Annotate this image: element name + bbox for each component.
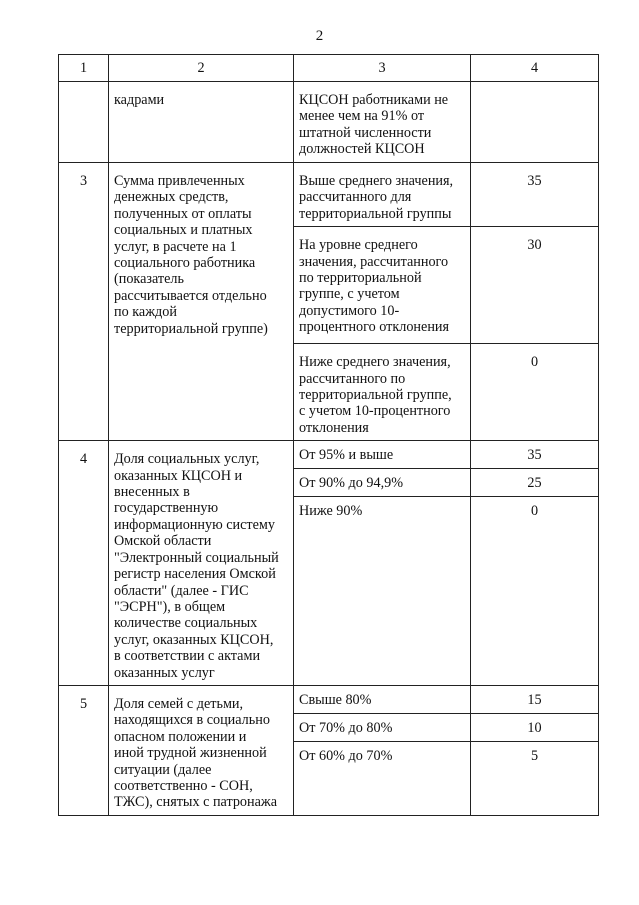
criterion-cell — [294, 163, 471, 227]
criterion-line: От 90% до 94,9% — [299, 474, 404, 491]
score-cell: 0 — [471, 344, 599, 441]
table-row — [59, 163, 599, 227]
criterion-cell — [294, 227, 471, 344]
indicator-description — [109, 82, 294, 163]
indicator-line: (показатель — [114, 271, 184, 288]
table-header-row — [59, 55, 599, 82]
criterion-line: Ниже 90% — [299, 502, 363, 519]
indicator-line: по каждой — [114, 304, 177, 321]
indicator-line: ситуации (далее — [114, 761, 212, 778]
column-header-2: 2 — [109, 55, 294, 82]
page-number: 2 — [315, 28, 324, 44]
criterion-line: с учетом 10-процентного — [299, 403, 451, 420]
indicator-line: денежных средств, — [114, 189, 229, 206]
score-cell: 5 — [471, 742, 599, 816]
criterion-line: процентного отклонения — [299, 319, 450, 336]
indicator-line: полученных от оплаты — [114, 205, 252, 222]
table-row — [59, 685, 599, 713]
score-cell: 15 — [471, 685, 599, 713]
criterion-cell — [294, 441, 471, 469]
criterion-line: Свыше 80% — [299, 691, 372, 708]
indicator-description — [109, 163, 294, 441]
indicator-description — [109, 441, 294, 686]
row-number: 3 — [59, 163, 109, 441]
indicator-line: информационную систему — [114, 516, 275, 533]
indicator-line: услуг, в расчете на 1 — [114, 238, 237, 255]
indicator-line: Сумма привлеченных — [114, 173, 245, 189]
score-cell — [471, 82, 599, 163]
criterion-cell — [294, 685, 471, 713]
indicator-line: регистр населения Омской — [114, 566, 276, 583]
criterion-line: рассчитанного для — [299, 189, 412, 206]
criterion-line: отклонения — [299, 419, 369, 436]
criterion-line: группе, с учетом — [299, 286, 400, 303]
column-header-1: 1 — [59, 55, 109, 82]
score-cell: 30 — [471, 227, 599, 344]
score-cell: 10 — [471, 713, 599, 741]
criterion-line: На уровне среднего — [299, 237, 418, 254]
indicator-line: соответственно - СОН, — [114, 777, 253, 794]
score-cell: 35 — [471, 441, 599, 469]
row-number — [59, 82, 109, 163]
criterion-cell — [294, 344, 471, 441]
indicator-line: рассчитывается отдельно — [114, 287, 267, 304]
score-cell: 25 — [471, 468, 599, 496]
criterion-line: От 70% до 80% — [299, 719, 393, 736]
criterion-line: значения, рассчитанного — [299, 253, 449, 270]
criterion-cell — [294, 742, 471, 816]
criterion-cell — [294, 82, 471, 163]
criterion-line: должностей КЦСОН — [299, 141, 425, 158]
table-row — [59, 441, 599, 469]
criterion-line: КЦСОН работниками не — [299, 92, 449, 108]
indicator-line: находящихся в социально — [114, 712, 270, 729]
criterion-line: От 60% до 70% — [299, 748, 393, 765]
indicator-line: количестве социальных — [114, 615, 258, 632]
score-cell: 0 — [471, 496, 599, 685]
criterion-cell — [294, 496, 471, 685]
criterion-cell — [294, 713, 471, 741]
indicator-line: кадрами — [114, 92, 165, 108]
criterion-line: Ниже среднего значения, — [299, 354, 451, 371]
indicator-line: социальных и платных — [114, 222, 253, 239]
criterion-line: штатной численности — [299, 124, 432, 141]
column-header-3: 3 — [294, 55, 471, 82]
indicator-description — [109, 685, 294, 815]
criterion-line: менее чем на 91% от — [299, 108, 425, 125]
indicator-line: Доля семей с детьми, — [114, 695, 244, 712]
indicator-line: ТЖС), снятых с патронажа — [114, 794, 278, 811]
criterion-line: допустимого 10- — [299, 302, 400, 319]
indicator-line: оказанных КЦСОН и — [114, 467, 243, 484]
indicator-line: "ЭСРН"), в общем — [114, 598, 226, 615]
indicator-line: Доля социальных услуг, — [114, 451, 260, 468]
criterion-line: Выше среднего значения, — [299, 173, 454, 189]
score-cell: 35 — [471, 163, 599, 227]
row-number: 5 — [59, 685, 109, 815]
indicator-line: внесенных в — [114, 484, 190, 501]
criterion-line: территориальной группе, — [299, 387, 452, 404]
indicator-line: услуг, оказанных КЦСОН, — [114, 631, 274, 648]
criterion-line: рассчитанного по — [299, 370, 406, 387]
indicator-line: социального работника — [114, 255, 256, 272]
row-number: 4 — [59, 441, 109, 686]
indicator-line: оказанных услуг — [114, 664, 215, 681]
indicator-line: иной трудной жизненной — [114, 745, 267, 762]
indicator-line: Омской области — [114, 533, 212, 550]
criteria-table — [58, 54, 599, 816]
indicator-line: государственную — [114, 500, 219, 517]
criterion-cell — [294, 468, 471, 496]
indicator-line: в соответствии с актами — [114, 648, 261, 665]
table-row — [59, 82, 599, 163]
indicator-line: опасном положении и — [114, 728, 247, 745]
column-header-4: 4 — [471, 55, 599, 82]
criterion-line: по территориальной — [299, 270, 422, 287]
criterion-line: территориальной группы — [299, 205, 452, 222]
indicator-line: "Электронный социальный — [114, 549, 279, 566]
indicator-line: области" (далее - ГИС — [114, 582, 249, 599]
indicator-line: территориальной группе) — [114, 320, 268, 337]
criterion-line: От 95% и выше — [299, 447, 394, 464]
